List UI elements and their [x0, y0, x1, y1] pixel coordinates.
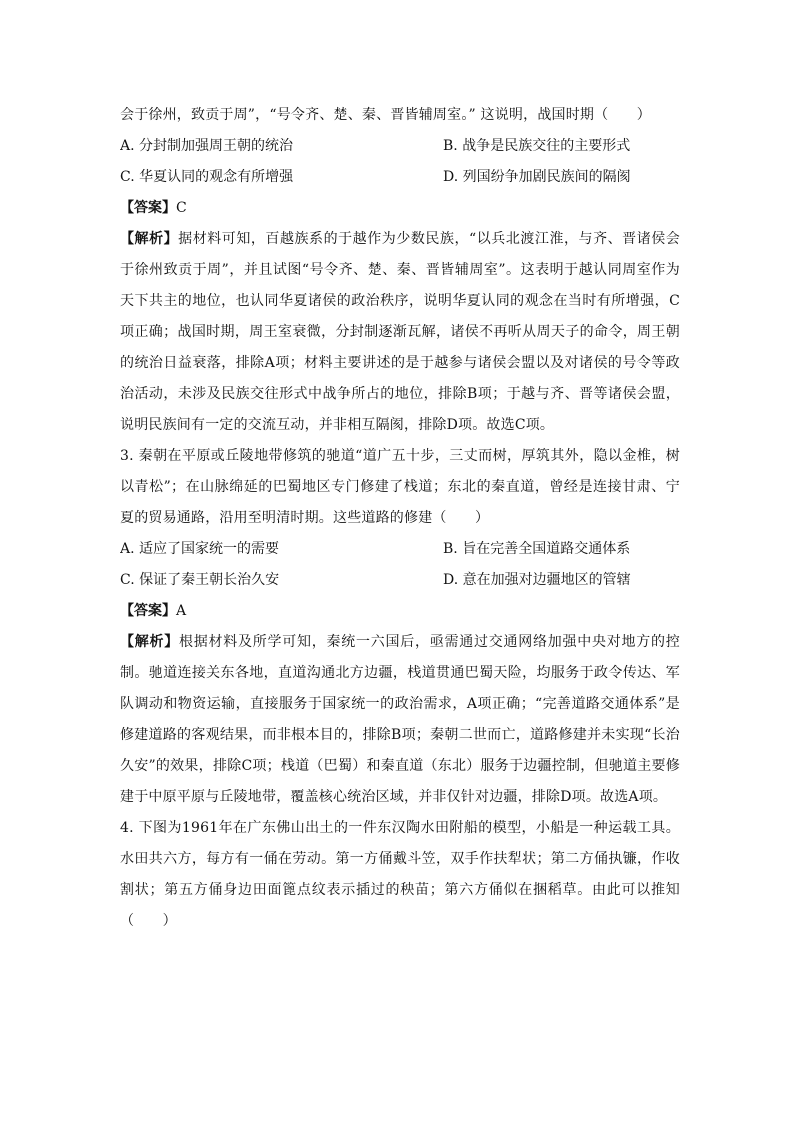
question-3-options-row-1 — [120, 534, 680, 565]
question-2-option-d: D. 列国纷争加剧民族间的隔阂 — [443, 169, 631, 185]
question-2-stem: 会于徐州，致贡于周”，“号令齐、楚、秦、晋皆辅周室。” 这说明，战国时期（ ） — [120, 107, 651, 123]
question-3-analysis — [120, 627, 680, 813]
question-3-option-c: C. 保证了秦王朝长治久安 — [120, 572, 280, 588]
question-2-option-b: B. 战争是民族交往的主要形式 — [443, 138, 631, 154]
question-3-option-a: A. 适应了国家统一的需要 — [120, 541, 280, 557]
answer-tag: 【答案】 — [120, 200, 176, 216]
answer-value: A — [176, 603, 187, 619]
analysis-text: 根据材料及所学可知，秦统一六国后，亟需通过交通网络加强中央对地方的控制。驰道连接关东各地，直道沟通北方边疆，栈道贯通巴蜀天险，均服务于政令传达、军队调动和物资运输，直接服务于国家统一的政治需求，A项正确；“完善道路交通体系”是修建道路的客观结果，而非根本目的，排除B项；秦朝二世而亡，道路修建并未实现“长治久安”的效果，排除C项；栈道（巴蜀）和秦直道（东北）服务于边疆控制，但驰道主要修建于中原平原与丘陵地带，覆盖核心统治区域，并非仅针对边疆，排除D项。故选A项。 — [120, 634, 680, 805]
question-2-option-c: C. 华夏认同的观念有所增强 — [120, 169, 294, 185]
answer-value: C — [176, 200, 187, 216]
question-2-options-row-2 — [120, 162, 680, 193]
question-2-option-a: A. 分封制加强周王朝的统治 — [120, 138, 294, 154]
question-3-stem: 3. 秦朝在平原或丘陵地带修筑的驰道“道广五十步，三丈而树，厚筑其外，隐以金椎，树以青松”；在山脉绵延的巴蜀地区专门修建了栈道；东北的秦直道，曾经是连接甘肃、宁夏的贸易通路，沿用至明清时期。这些道路的修建（ ） — [120, 448, 680, 526]
analysis-tag: 【解析】 — [120, 634, 180, 650]
question-3-option-d: D. 意在加强对边疆地区的管辖 — [443, 572, 631, 588]
analysis-tag: 【解析】 — [120, 231, 179, 247]
document-body — [120, 100, 680, 937]
answer-tag: 【答案】 — [120, 603, 176, 619]
question-4-stem: 4. 下图为1961年在广东佛山出土的一件东汉陶水田附船的模型，小船是一种运载工具。水田共六方，每方有一俑在劳动。第一方俑戴斗笠，双手作扶犁状；第二方俑执镰，作收割状；第五方俑身边田面篦点纹表示插过的秧苗；第六方俑似在捆稻草。由此可以推知（ ） — [120, 820, 680, 929]
question-2-answer — [120, 193, 680, 224]
question-3-answer — [120, 596, 680, 627]
analysis-text: 据材料可知，百越族系的于越作为少数民族，“以兵北渡江淮，与齐、晋诸侯会于徐州致贡于周”，并且试图“号令齐、楚、秦、晋皆辅周室”。这表明于越认同周室作为天下共主的地位，也认同华夏诸侯的政治秩序，说明华夏认同的观念在当时有所增强，C项正确；战国时期，周王室衰微，分封制逐渐瓦解，诸侯不再听从周天子的命令，周王朝的统治日益衰落，排除A项；材料主要讲述的是于越参与诸侯会盟以及对诸侯的号令等政治活动，未涉及民族交往形式中战争所占的地位，排除B项；于越与齐、晋等诸侯会盟，说明民族间有一定的交流互动，并非相互隔阂，排除D项。故选C项。 — [120, 231, 680, 433]
question-3-options-row-2 — [120, 565, 680, 596]
question-2-analysis — [120, 224, 680, 441]
question-2-options-row-1 — [120, 131, 680, 162]
question-3-option-b: B. 旨在完善全国道路交通体系 — [443, 541, 631, 557]
